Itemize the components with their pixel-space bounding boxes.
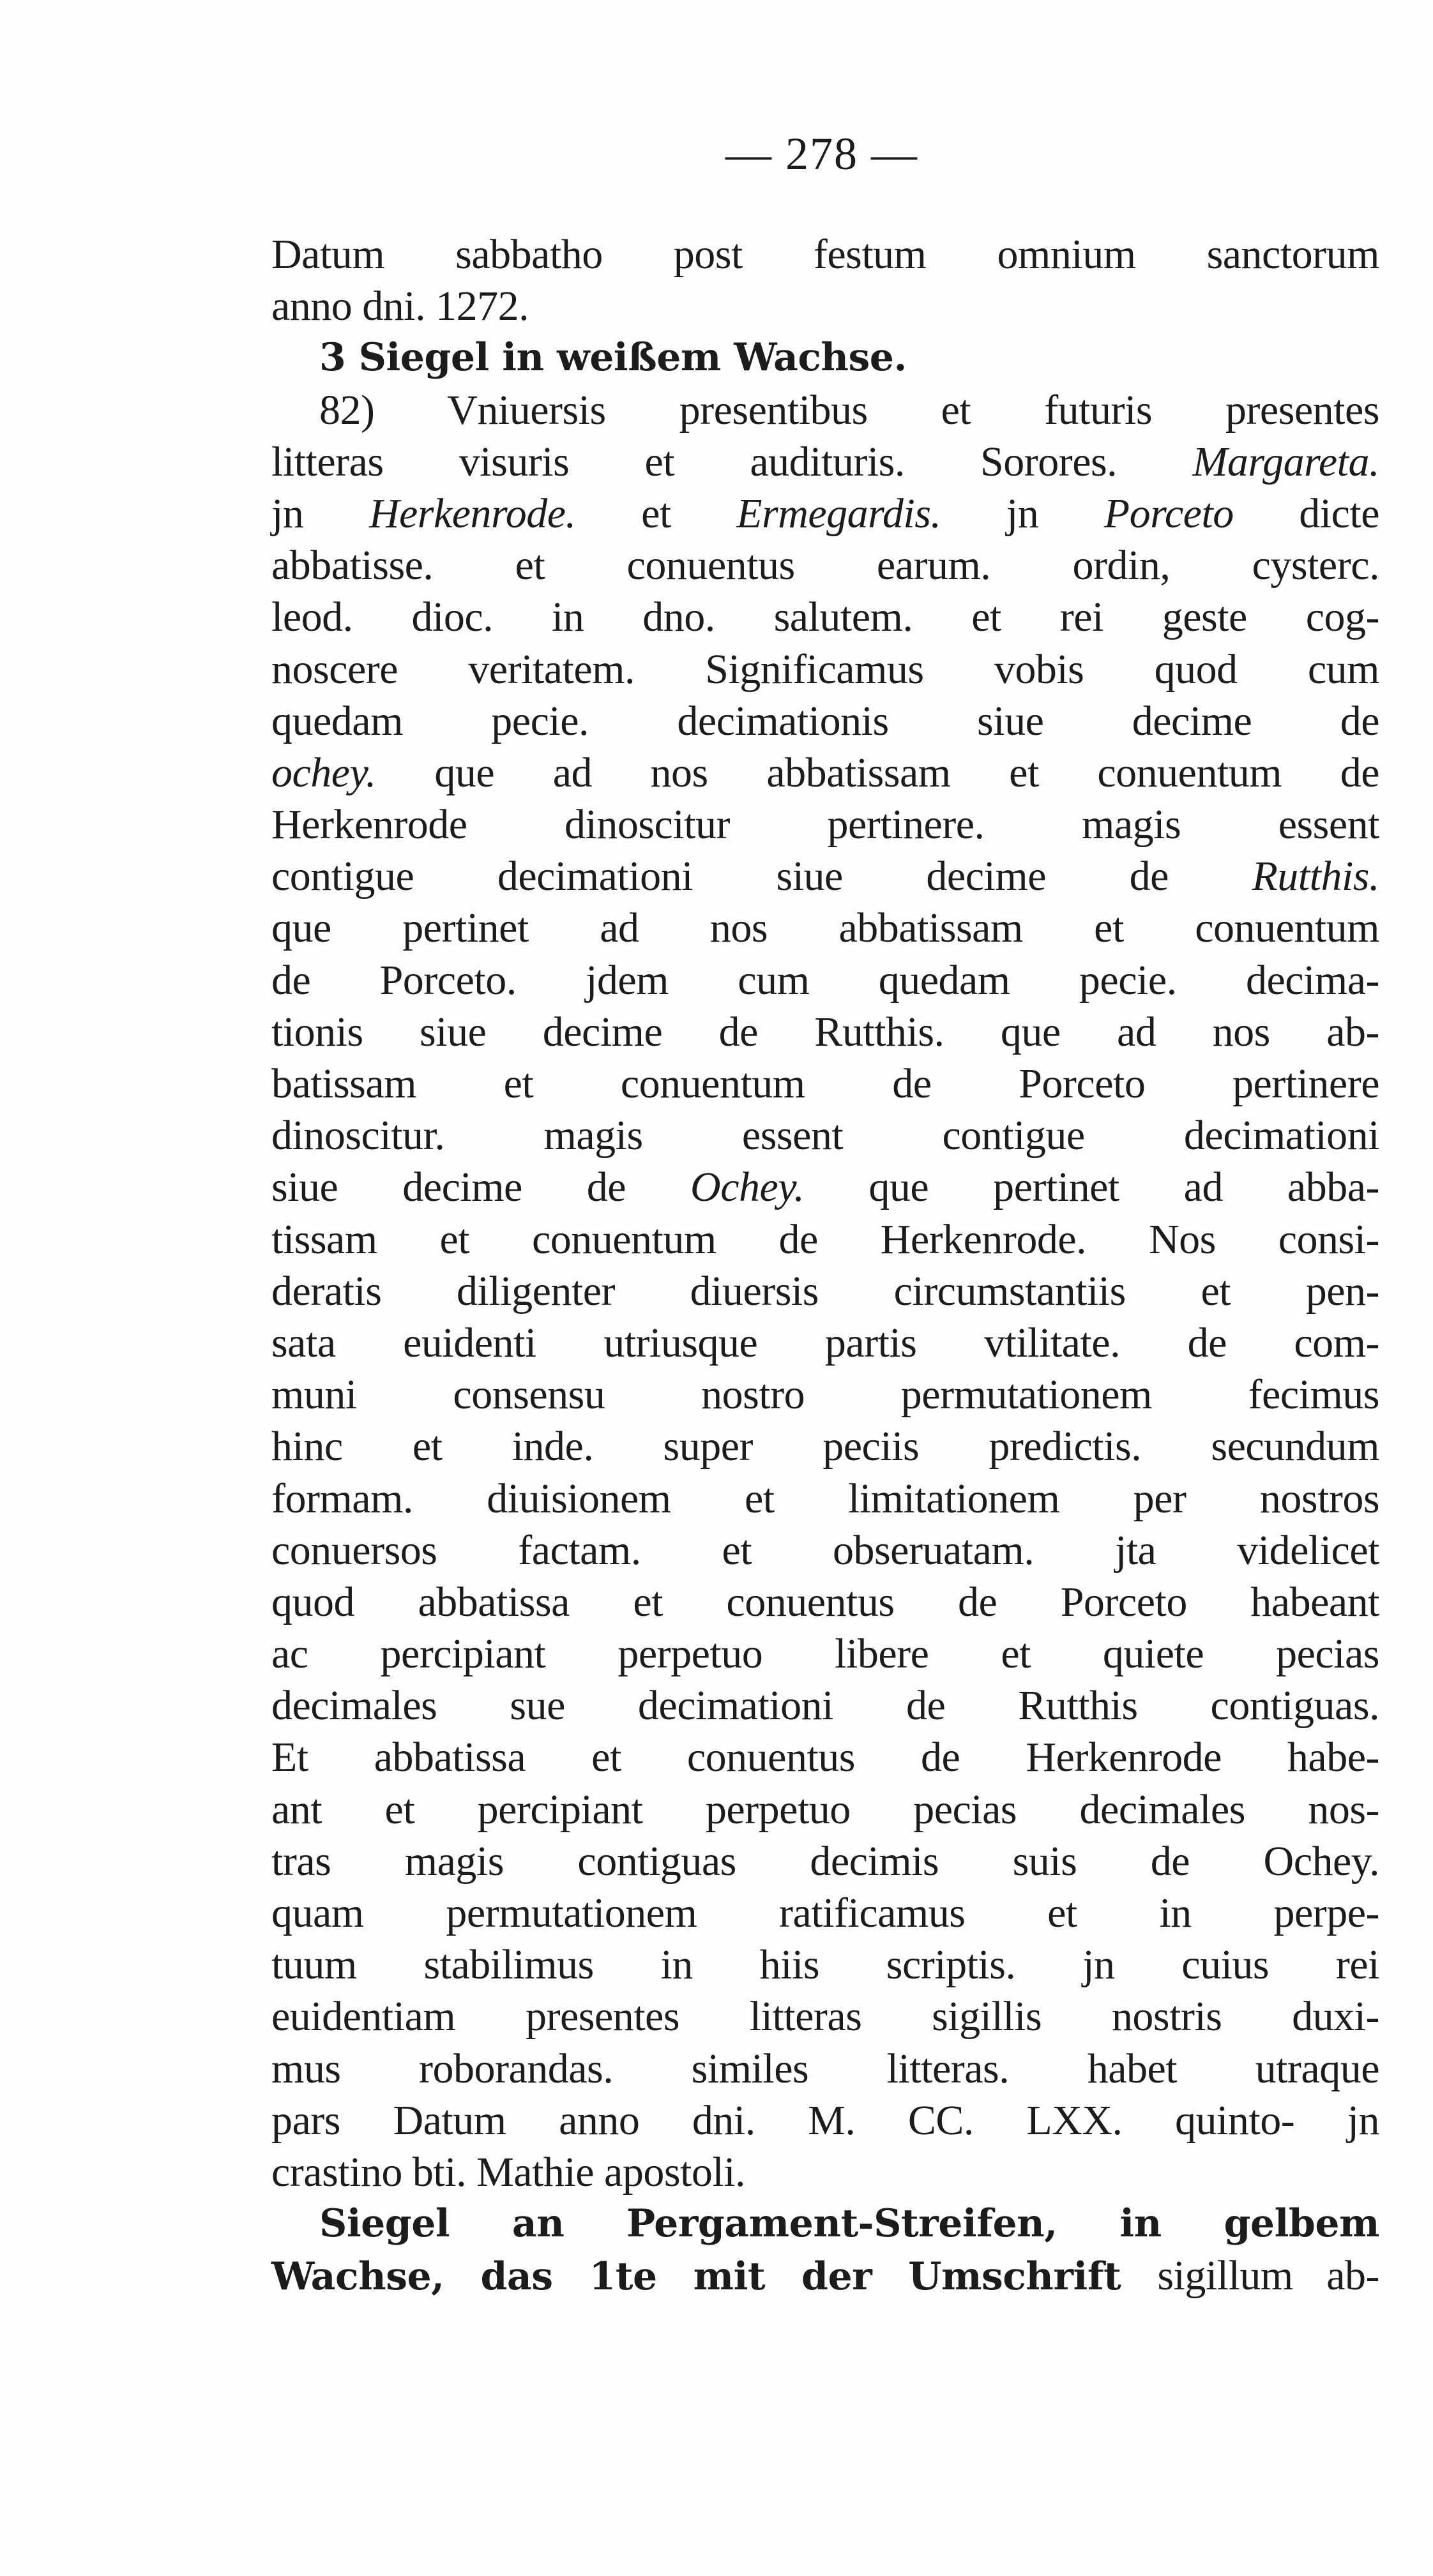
text-segment: mus roborandas. similes litteras. habet utraque (271, 2045, 1379, 2092)
text-line (271, 1939, 1379, 1991)
text-segment: pars Datum anno dni. M. CC. LXX. quinto- jn (271, 2097, 1379, 2144)
text-segment: ant et percipiant perpetuo pecias decimales nos- (271, 1786, 1379, 1833)
text-line (271, 1473, 1379, 1525)
text-line (271, 280, 1379, 332)
text-segment: Et abbatissa et conuentus de Herkenrode habe- (271, 1734, 1379, 1781)
text-segment: jn (941, 490, 1104, 537)
text-segment: Datum sabbatho post festum omnium sanctorum (271, 231, 1379, 278)
text-line (271, 1265, 1379, 1317)
text-line (271, 1525, 1379, 1576)
text-line (271, 644, 1379, 695)
text-segment: deratis diligenter diuersis circumstantiis et pen- (271, 1267, 1379, 1314)
text-segment: decimales sue decimationi de Rutthis contiguas. (271, 1682, 1379, 1729)
page-number: — 278 — (725, 128, 918, 179)
text-line (271, 488, 1379, 539)
text-segment: sigillum ab- (1157, 2252, 1379, 2300)
text-line (271, 1576, 1379, 1628)
text-segment: conuersos factam. et obseruatam. jta videlicet (271, 1526, 1379, 1574)
text-line (271, 954, 1379, 1006)
text-line (271, 1680, 1379, 1731)
text-segment: 82) Vniuersis presentibus et futuris presentes (319, 386, 1379, 433)
text-segment: euidentiam presentes litteras sigillis nostris duxi- (271, 1993, 1379, 2040)
text-line (271, 229, 1379, 280)
text-segment: tras magis contiguas decimis suis de Ochey. (271, 1837, 1379, 1885)
text-line (271, 1835, 1379, 1887)
text-segment: sata euidenti utriusque partis vtilitate. de com- (271, 1319, 1379, 1366)
text-segment: quedam pecie. decimationis siue decime de (271, 697, 1379, 744)
italic-name: Herkenrode. (368, 490, 576, 537)
text-segment: dinoscitur. magis essent contigue decimationi (271, 1112, 1379, 1159)
text-line (271, 332, 1379, 384)
text-segment: que pertinet ad abba- (804, 1164, 1379, 1211)
text-line (271, 591, 1379, 643)
text-segment: tionis siue decime de Rutthis. que ad nos ab- (271, 1008, 1379, 1055)
text-segment: Herkenrode dinoscitur pertinere. magis essent (271, 801, 1379, 848)
text-line (271, 2198, 1379, 2250)
text-segment: litteras visuris et audituris. Sorores. (271, 438, 1193, 485)
text-segment: quam permutationem ratificamus et in perpe- (271, 1890, 1379, 1936)
body-text (271, 229, 1379, 2302)
text-line (271, 1420, 1379, 1472)
text-segment: ac percipiant perpetuo libere et quiete pecias (271, 1631, 1379, 1678)
text-segment: noscere veritatem. Significamus vobis quod cum (271, 645, 1379, 693)
italic-name: Ochey. (690, 1164, 805, 1211)
text-segment: crastino bti. Mathie apostoli. (271, 2148, 746, 2196)
text-line (271, 1991, 1379, 2042)
text-line (271, 1784, 1379, 1835)
text-line (271, 1317, 1379, 1369)
text-line (271, 2043, 1379, 2095)
text-segment: anno dni. 1272. (271, 283, 529, 330)
text-line (271, 2095, 1379, 2146)
italic-name: Porceto (1103, 490, 1234, 537)
text-line (271, 436, 1379, 488)
text-line (271, 1006, 1379, 1058)
text-line (271, 2250, 1379, 2301)
text-line (271, 799, 1379, 850)
text-segment: quod abbatissa et conuentus de Porceto habeant (271, 1578, 1379, 1625)
text-line (271, 539, 1379, 591)
text-line (271, 695, 1379, 747)
text-line (271, 1214, 1379, 1265)
text-segment: tissam et conuentum de Herkenrode. Nos consi- (271, 1216, 1379, 1263)
text-line (271, 902, 1379, 954)
text-segment: formam. diuisionem et limitationem per nostros (271, 1475, 1379, 1522)
text-line (271, 1161, 1379, 1213)
text-segment: batissam et conuentum de Porceto pertinere (271, 1060, 1379, 1107)
text-segment: tuum stabilimus in hiis scriptis. jn cuius rei (271, 1941, 1379, 1989)
text-segment: muni consensu nostro permutationem fecimus (271, 1371, 1379, 1419)
text-segment: siue decime de (271, 1164, 691, 1211)
text-segment: jn (271, 490, 369, 537)
text-segment: de Porceto. jdem cum quedam pecie. decima- (271, 956, 1379, 1004)
text-line (271, 747, 1379, 799)
text-segment: 3 Siegel in weißem Wachse. (319, 335, 907, 380)
text-segment: et (575, 490, 737, 537)
text-segment: abbatisse. et conuentus earum. ordin, cysterc. (271, 542, 1379, 589)
italic-name: Ermegardis. (736, 490, 941, 537)
text-line (271, 1058, 1379, 1110)
text-segment: que pertinet ad nos abbatissam et conuentum (271, 905, 1379, 952)
italic-name: Rutthis. (1252, 853, 1379, 900)
text-line (271, 850, 1379, 902)
text-segment: Siegel an Pergament-Streifen, in gelbem (319, 2201, 1379, 2247)
text-line (271, 1731, 1379, 1783)
italic-name: ochey. (271, 749, 376, 796)
text-line (271, 1110, 1379, 1161)
italic-name: Margareta. (1192, 438, 1379, 485)
text-line (271, 1628, 1379, 1680)
text-segment: Wachse, das 1te mit der Umschrift (271, 2254, 1158, 2300)
text-line (271, 2146, 1379, 2198)
text-segment: dicte (1233, 490, 1380, 537)
text-segment: hinc et inde. super peciis predictis. secundum (271, 1423, 1379, 1470)
text-segment: contigue decimationi siue decime de (271, 853, 1252, 900)
text-line (271, 1887, 1379, 1939)
text-segment: leod. dioc. in dno. salutem. et rei geste cog- (271, 594, 1379, 641)
text-segment: que ad nos abbatissam et conuentum de (375, 749, 1379, 796)
text-line (271, 1369, 1379, 1420)
text-line (271, 384, 1379, 436)
